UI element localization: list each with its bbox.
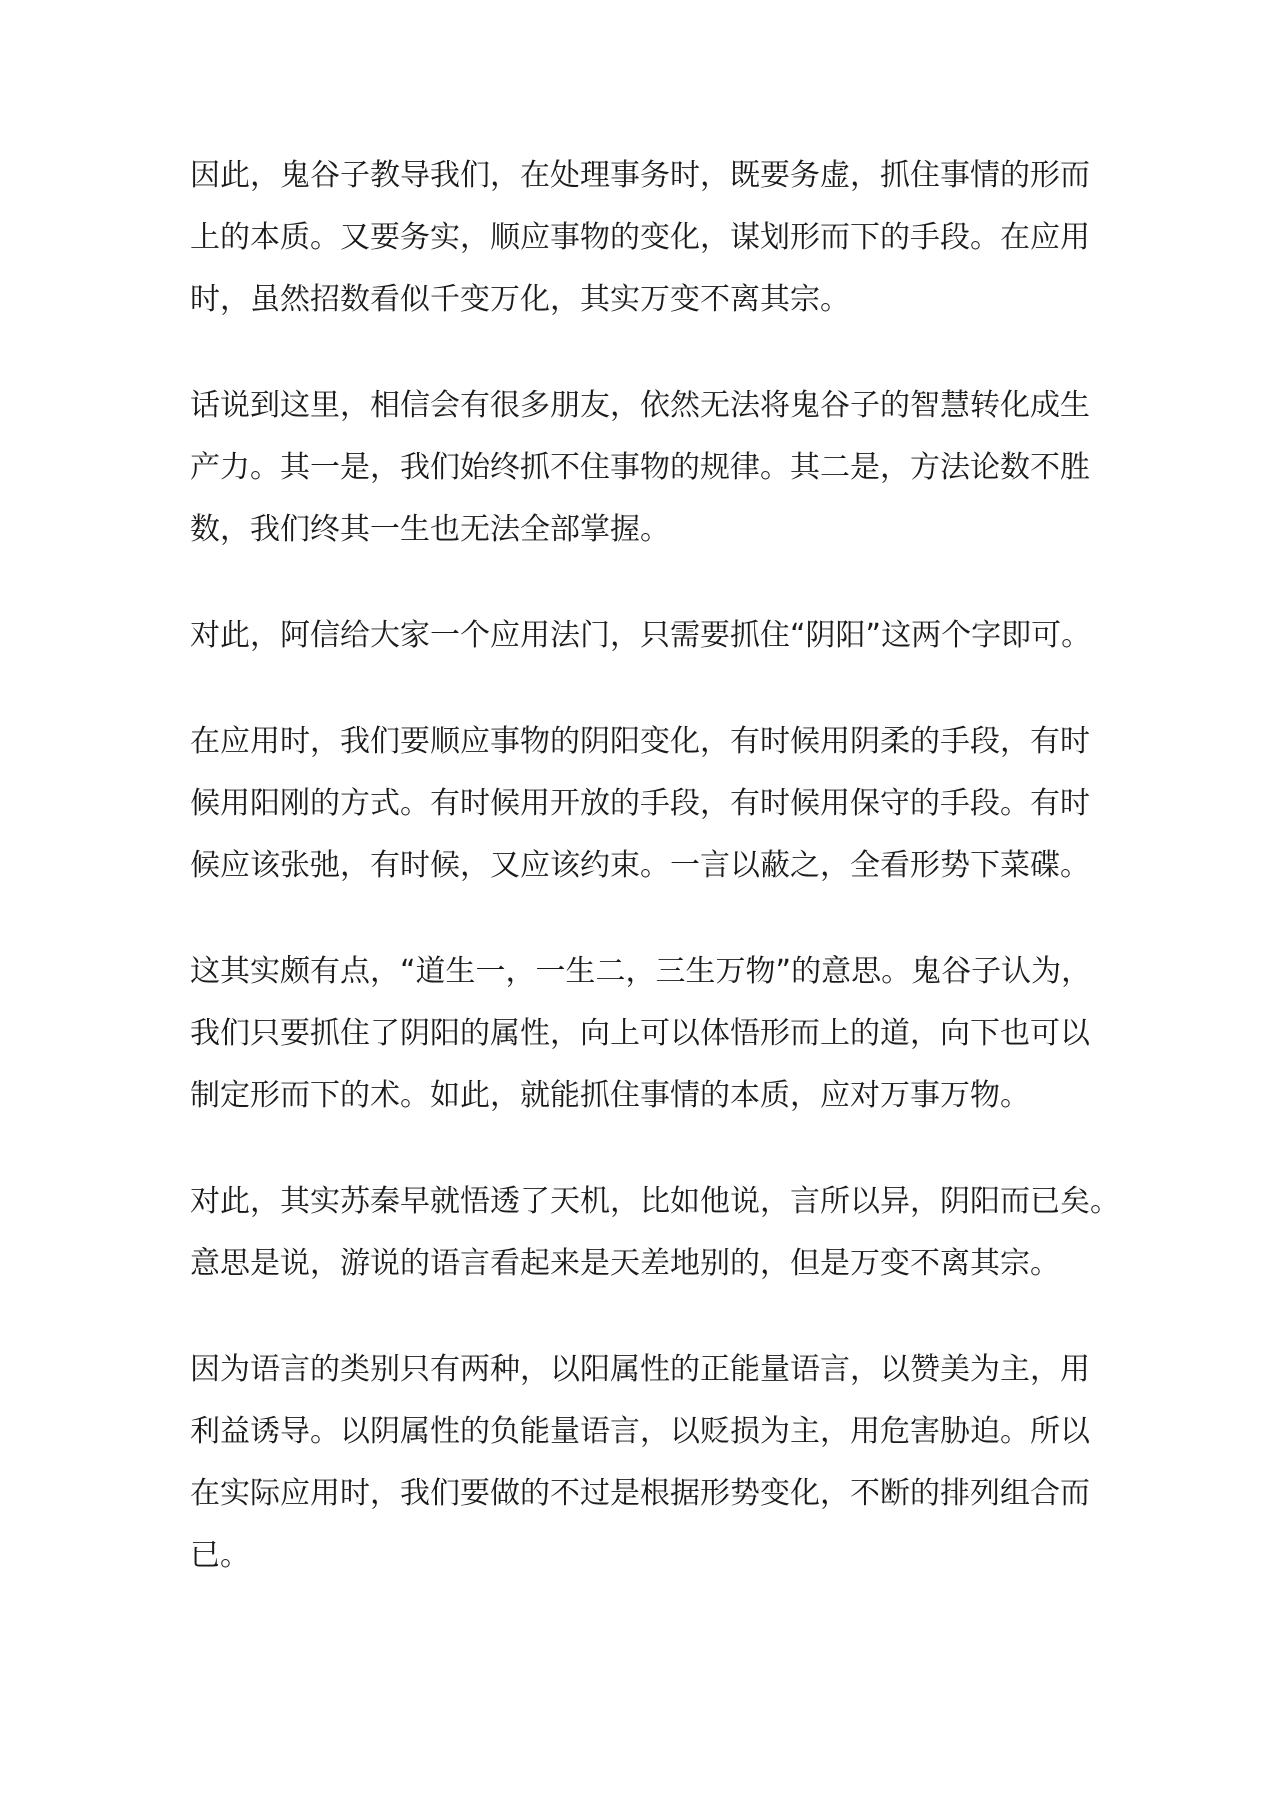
text-line: 我们只要抓住了阴阳的属性，向上可以体悟形而上的道，向下也可以 (190, 1016, 1090, 1051)
text-line: 制定形而下的术。如此，就能抓住事情的本质，应对万事万物。 (190, 1078, 1030, 1113)
paragraph-5 (190, 941, 1090, 1127)
text-line: 在实际应用时，我们要做的不过是根据形势变化，不断的排列组合而 (190, 1476, 1090, 1511)
text-line: 数，我们终其一生也无法全部掌握。 (190, 512, 670, 547)
paragraph-2 (190, 375, 1090, 561)
paragraph-3 (190, 605, 1090, 667)
text-line: 已。 (190, 1538, 250, 1573)
paragraph-4 (190, 711, 1090, 897)
text-line: 候应该张弛，有时候，又应该约束。一言以蔽之，全看形势下菜碟。 (190, 848, 1090, 883)
text-line: 因为语言的类别只有两种，以阳属性的正能量语言，以赞美为主，用 (190, 1352, 1090, 1387)
text-line: 候用阳刚的方式。有时候用开放的手段，有时候用保守的手段。有时 (190, 786, 1090, 821)
text-line: 在应用时，我们要顺应事物的阴阳变化，有时候用阴柔的手段，有时 (190, 724, 1090, 759)
article-body (190, 145, 1120, 1631)
text-line: 意思是说，游说的语言看起来是天差地别的，但是万变不离其宗。 (190, 1246, 1060, 1281)
text-line: 产力。其一是，我们始终抓不住事物的规律。其二是，方法论数不胜 (190, 450, 1090, 485)
text-line: 时，虽然招数看似千变万化，其实万变不离其宗。 (190, 282, 850, 317)
text-line: 话说到这里，相信会有很多朋友，依然无法将鬼谷子的智慧转化成生 (190, 388, 1090, 423)
text-line: 因此，鬼谷子教导我们，在处理事务时，既要务虚，抓住事情的形而 (190, 158, 1090, 193)
paragraph-1 (190, 145, 1090, 331)
text-line: 对此，阿信给大家一个应用法门，只需要抓住“阴阳”这两个字即可。 (190, 618, 1092, 653)
text-line: 利益诱导。以阴属性的负能量语言，以贬损为主，用危害胁迫。所以 (190, 1414, 1090, 1449)
paragraph-7 (190, 1339, 1090, 1587)
text-line: 对此，其实苏秦早就悟透了天机，比如他说，言所以异，阴阳而已矣。 (190, 1184, 1120, 1219)
paragraph-6 (190, 1171, 1120, 1295)
text-line: 这其实颇有点，“道生一，一生二，三生万物”的意思。鬼谷子认为， (190, 954, 1092, 989)
text-line: 上的本质。又要务实，顺应事物的变化，谋划形而下的手段。在应用 (190, 220, 1090, 255)
